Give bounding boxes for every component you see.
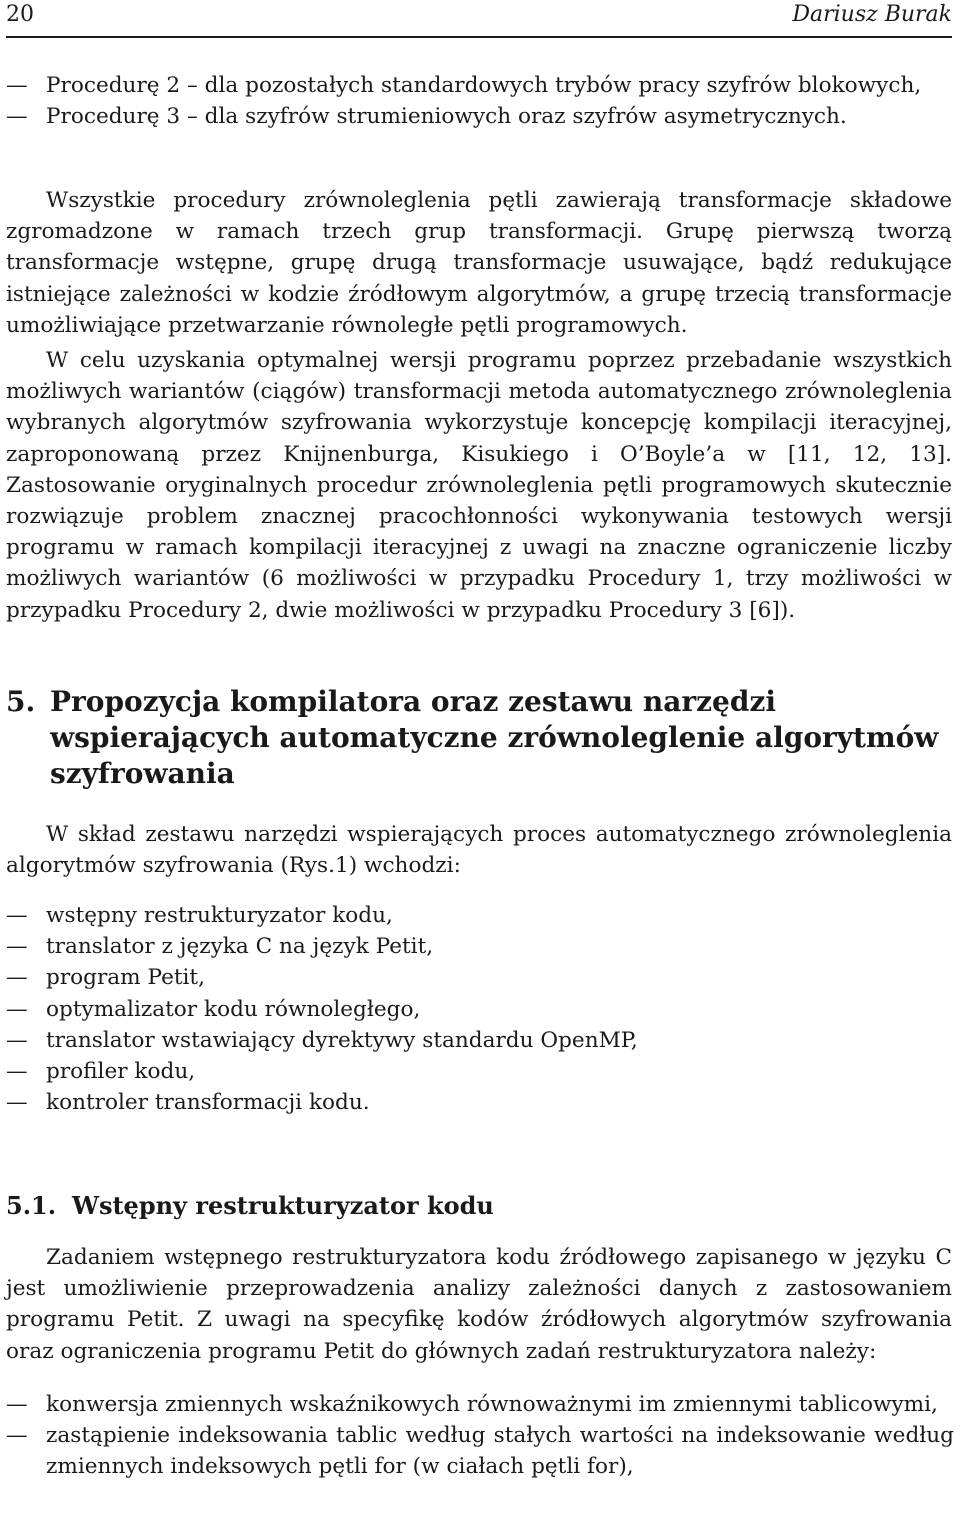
procedure-list — [6, 70, 954, 132]
list-item — [6, 1025, 954, 1056]
paragraph-transformation-groups: Wszystkie procedury zrównoleglenia pętli zawierają transformacje składowe zgromadzone w ramach trzech grup transformacji. Grupę pierwszą tworzą transformacje wstępne, grupę drugą transformacje usuwające, bądź redukujące istniejące zależności w kodzie źródłowym algorytmów, a grupę trzecią transformacje umożliwiające przetwarzanie równoległe pętli programowych. — [6, 188, 952, 338]
restructurer-tasks-list — [6, 1389, 954, 1483]
dash-bullet: — — [6, 996, 28, 1022]
list-item — [6, 1087, 954, 1118]
dash-bullet: — — [6, 965, 28, 991]
paragraph-iterative-compilation: W celu uzyskania optymalnej wersji programu poprzez przebadanie wszystkich możliwych wariantów (ciągów) transformacji metoda automatycznego zrównoleglenia wybranych algorytmów szyfrowania wykorzystuje koncepcję kompilacji iteracyjnej, zaproponowaną przez Knijnenburga, Kisukiego i O’Boyle’a w [11, 12, 13]. Zastosowanie oryginalnych procedur zrównoleglenia pętli programowych skutecznie rozwiązuje problem znacznej pracochłonności wykonywania testowych wersji programu w ramach kompilacji iteracyjnej z uwagi na znaczne ograniczenie liczby możliwych wariantów (6 możliwości w przypadku Procedury 1, trzy możliwości w przypadku Procedury 2, dwie możliwości w przypadku Procedury 3 [6]). — [6, 348, 952, 623]
list-item — [6, 101, 954, 132]
dash-bullet: — — [6, 73, 28, 98]
list-item-text: profiler kodu, — [46, 1059, 196, 1085]
subsection-title: Wstępny restrukturyzator kodu — [72, 1191, 494, 1220]
dash-bullet: — — [6, 1059, 28, 1085]
running-head-author: Dariusz Burak — [792, 2, 952, 27]
list-item-text: Procedurę 3 – dla szyfrów strumieniowych oraz szyfrów asymetrycznych. — [46, 104, 847, 130]
dash-bullet: — — [6, 1090, 28, 1116]
toolset-list — [6, 900, 954, 1118]
list-item-text: Procedurę 2 – dla pozostałych standardowych trybów pracy szyfrów blokowych, — [46, 73, 922, 98]
page-number: 20 — [6, 2, 34, 27]
dash-bullet: — — [6, 903, 28, 928]
dash-bullet: — — [6, 104, 28, 130]
list-item — [6, 70, 954, 101]
header-rule — [6, 36, 952, 38]
list-item — [6, 900, 954, 931]
paragraph-restructurer: Zadaniem wstępnego restrukturyzatora kodu źródłowego zapisanego w języku C jest umożliwienie przeprowadzenia analizy zależności danych z zastosowaniem programu Petit. Z uwagi na specyfikę kodów źródłowych algorytmów szyfrowania oraz ograniczenia programu Petit do głównych zadań restrukturyzatora należy: — [6, 1245, 952, 1364]
subsection-heading-5-1 — [6, 1191, 954, 1221]
dash-bullet: — — [6, 1027, 28, 1053]
list-item-text: wstępny restrukturyzator kodu, — [46, 903, 393, 928]
list-item — [6, 1056, 954, 1087]
dash-bullet: — — [6, 1392, 28, 1417]
subsection-number: 5.1. — [6, 1191, 57, 1220]
list-item-text: zastąpienie indeksowania tablic według stałych wartości na indeksowanie według zmiennych indeksowych pętli for (w ciałach pętli for), — [46, 1423, 954, 1480]
section-title: Propozycja kompilatora oraz zestawu narzędzi wspierających automatyczne zrównoleglenie algorytmów szyfrowania — [50, 685, 939, 790]
list-item-text: konwersja zmiennych wskaźnikowych równoważnymi im zmiennymi tablicowymi, — [46, 1392, 938, 1417]
section-number: 5. — [6, 685, 36, 718]
paragraph-toolset-intro: W skład zestawu narzędzi wspierających proces automatycznego zrównoleglenia algorytmów szyfrowania (Rys.1) wchodzi: — [6, 822, 952, 879]
list-item — [6, 1420, 954, 1482]
list-item-text: translator z języka C na język Petit, — [46, 934, 434, 960]
list-item — [6, 962, 954, 993]
list-item-text: program Petit, — [46, 965, 205, 991]
list-item — [6, 1389, 954, 1420]
dash-bullet: — — [6, 1423, 28, 1449]
list-item — [6, 931, 954, 962]
list-item-text: kontroler transformacji kodu. — [46, 1090, 370, 1116]
section-heading-5 — [6, 684, 954, 792]
list-item-text: optymalizator kodu równoległego, — [46, 996, 421, 1022]
running-header — [6, 0, 952, 36]
list-item — [6, 994, 954, 1025]
list-item-text: translator wstawiający dyrektywy standardu OpenMP, — [46, 1027, 638, 1053]
dash-bullet: — — [6, 934, 28, 960]
